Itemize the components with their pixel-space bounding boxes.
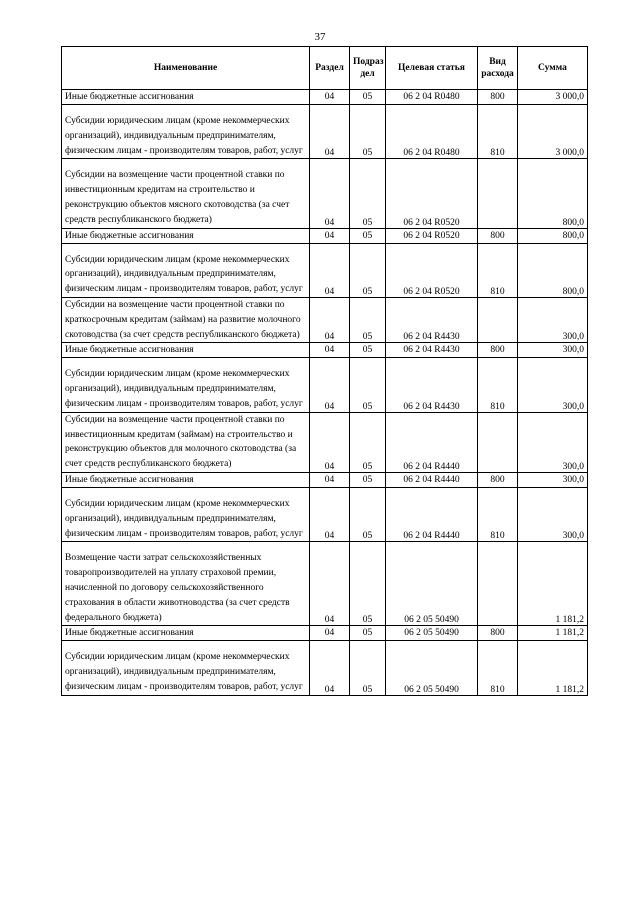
row-target: 06 2 04 R0480 [386,105,478,159]
row-section: 04 [310,159,350,228]
row-section: 04 [310,626,350,641]
row-amount: 300,0 [518,297,588,342]
row-subsection: 05 [350,243,386,297]
row-expense-type: 810 [478,358,518,412]
row-subsection: 05 [350,228,386,243]
row-subsection: 05 [350,626,386,641]
table-row [62,243,588,297]
row-section: 04 [310,487,350,541]
row-target: 06 2 04 R0480 [386,90,478,105]
row-section: 04 [310,412,350,472]
row-expense-type: 800 [478,343,518,358]
header-name: Наименование [62,47,310,90]
row-section: 04 [310,343,350,358]
row-amount: 800,0 [518,228,588,243]
row-amount: 3 000,0 [518,105,588,159]
row-amount: 300,0 [518,343,588,358]
row-target: 06 2 04 R0520 [386,228,478,243]
row-section: 04 [310,358,350,412]
row-name: Иные бюджетные ассигнования [62,343,310,358]
row-expense-type: 810 [478,243,518,297]
row-subsection: 05 [350,542,386,626]
row-name: Субсидии юридическим лицам (кроме некоммерческих организаций), индивидуальным предпринимателям, физическим лицам - производителям товаров, работ, услуг [62,105,310,159]
row-section: 04 [310,243,350,297]
row-target: 06 2 04 R4430 [386,358,478,412]
row-target: 06 2 04 R0520 [386,159,478,228]
table-row [62,412,588,472]
header-expense-type: Вид расхода [478,47,518,90]
row-expense-type [478,412,518,472]
row-subsection: 05 [350,412,386,472]
row-subsection: 05 [350,90,386,105]
table-row [62,90,588,105]
row-amount: 300,0 [518,472,588,487]
row-amount: 1 181,2 [518,626,588,641]
table-row [62,105,588,159]
row-name: Возмещение части затрат сельскохозяйственных товаропроизводителей на уплату страховой премии, начисленной по договору сельскохозяйственного страхования в области животноводства (за счет средств федерального бюджета) [62,542,310,626]
row-name: Субсидии юридическим лицам (кроме некоммерческих организаций), индивидуальным предпринимателям, физическим лицам - производителям товаров, работ, услуг [62,641,310,695]
row-expense-type [478,542,518,626]
row-expense-type: 810 [478,487,518,541]
row-target: 06 2 04 R4440 [386,487,478,541]
table-row [62,343,588,358]
row-amount: 1 181,2 [518,542,588,626]
row-name: Субсидии на возмещение части процентной ставки по инвестиционным кредитам (займам) на строительство и реконструкцию объектов для молочного скотоводства (за счет средств республиканского бюджета) [62,412,310,472]
row-expense-type: 800 [478,472,518,487]
row-section: 04 [310,472,350,487]
row-target: 06 2 04 R4440 [386,472,478,487]
row-name: Иные бюджетные ассигнования [62,228,310,243]
row-target: 06 2 04 R4430 [386,297,478,342]
table-row [62,358,588,412]
row-target: 06 2 04 R4440 [386,412,478,472]
row-target: 06 2 05 50490 [386,641,478,695]
header-target: Целевая статья [386,47,478,90]
table-row [62,487,588,541]
table-header-row [62,47,588,90]
row-section: 04 [310,297,350,342]
budget-table [61,46,588,696]
row-name: Субсидии юридическим лицам (кроме некоммерческих организаций), индивидуальным предпринимателям, физическим лицам - производителям товаров, работ, услуг [62,358,310,412]
row-section: 04 [310,90,350,105]
page-number: 37 [314,31,326,43]
row-target: 06 2 04 R4430 [386,343,478,358]
table-row [62,626,588,641]
row-subsection: 05 [350,487,386,541]
row-expense-type: 800 [478,626,518,641]
row-amount: 1 181,2 [518,641,588,695]
table-row [62,542,588,626]
row-section: 04 [310,228,350,243]
row-expense-type: 800 [478,228,518,243]
row-subsection: 05 [350,105,386,159]
table-row [62,472,588,487]
row-subsection: 05 [350,159,386,228]
table-row [62,228,588,243]
row-amount: 800,0 [518,159,588,228]
table-row [62,159,588,228]
row-target: 06 2 04 R0520 [386,243,478,297]
row-subsection: 05 [350,358,386,412]
row-section: 04 [310,105,350,159]
row-expense-type: 810 [478,641,518,695]
row-name: Субсидии юридическим лицам (кроме некоммерческих организаций), индивидуальным предпринимателям, физическим лицам - производителям товаров, работ, услуг [62,243,310,297]
header-section: Раздел [310,47,350,90]
header-subsection: Подраз дел [350,47,386,90]
row-expense-type: 800 [478,90,518,105]
row-amount: 800,0 [518,243,588,297]
row-expense-type [478,159,518,228]
row-name: Субсидии юридическим лицам (кроме некоммерческих организаций), индивидуальным предпринимателям, физическим лицам - производителям товаров, работ, услуг [62,487,310,541]
row-name: Иные бюджетные ассигнования [62,90,310,105]
table-row [62,641,588,695]
row-expense-type: 810 [478,105,518,159]
row-amount: 300,0 [518,412,588,472]
row-section: 04 [310,542,350,626]
row-subsection: 05 [350,343,386,358]
row-amount: 300,0 [518,487,588,541]
row-amount: 3 000,0 [518,90,588,105]
row-target: 06 2 05 50490 [386,626,478,641]
row-name: Иные бюджетные ассигнования [62,626,310,641]
row-expense-type [478,297,518,342]
row-subsection: 05 [350,472,386,487]
table-row [62,297,588,342]
row-name: Субсидии на возмещение части процентной ставки по инвестиционным кредитам на строительство и реконструкцию объектов мясного скотоводства (за счет средств республиканского бюджета) [62,159,310,228]
row-amount: 300,0 [518,358,588,412]
header-amount: Сумма [518,47,588,90]
row-section: 04 [310,641,350,695]
row-name: Субсидии на возмещение части процентной ставки по краткосрочным кредитам (займам) на развитие молочного скотоводства (за счет средств республиканского бюджета) [62,297,310,342]
row-subsection: 05 [350,641,386,695]
row-target: 06 2 05 50490 [386,542,478,626]
row-subsection: 05 [350,297,386,342]
row-name: Иные бюджетные ассигнования [62,472,310,487]
